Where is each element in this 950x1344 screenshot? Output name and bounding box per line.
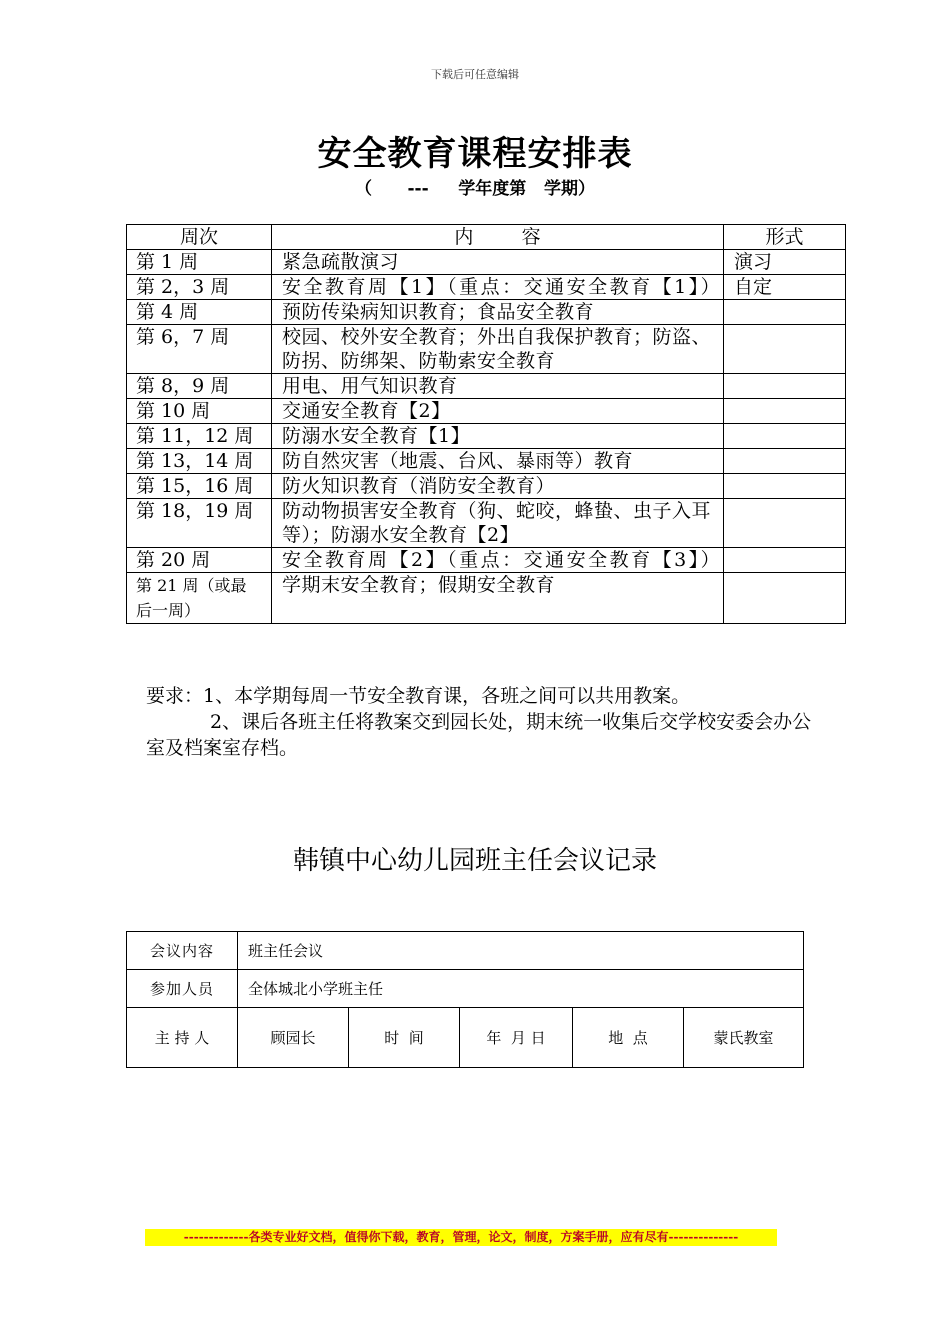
week-cell: 第 1 周 — [127, 250, 272, 275]
form-cell — [724, 300, 846, 325]
content-cell: 预防传染病知识教育；食品安全教育 — [272, 300, 724, 325]
table-row — [127, 275, 846, 300]
table-row — [127, 474, 846, 499]
form-cell: 演习 — [724, 250, 846, 275]
form-cell — [724, 573, 846, 624]
form-cell — [724, 424, 846, 449]
content-cell: 防自然灾害（地震、台风、暴雨等）教育 — [272, 449, 724, 474]
week-cell: 第 4 周 — [127, 300, 272, 325]
meeting-attendees-row — [127, 970, 804, 1008]
form-cell — [724, 548, 846, 573]
content-cell: 安全教育周【1】（重点：交通安全教育【1】） — [272, 275, 724, 300]
form-cell: 自定 — [724, 275, 846, 300]
content-cell: 安全教育周【2】（重点：交通安全教育【3】） — [272, 548, 724, 573]
meeting-time-value: 年 月 日 — [460, 1008, 573, 1068]
page-subtitle: （ --- 学年度第 学期） — [354, 179, 596, 199]
meeting-time-label: 时 间 — [349, 1008, 460, 1068]
table-row — [127, 374, 846, 399]
meeting-table — [126, 931, 804, 1068]
requirement-line-1: 要求：1、本学期每周一节安全教育课，各班之间可以共用教案。 — [146, 685, 691, 707]
header-form: 形式 — [724, 225, 846, 250]
form-cell — [724, 325, 846, 374]
meeting-place-label: 地 点 — [573, 1008, 684, 1068]
week-cell: 第 10 周 — [127, 399, 272, 424]
week-cell: 第 15，16 周 — [127, 474, 272, 499]
content-cell: 交通安全教育【2】 — [272, 399, 724, 424]
footer-banner: -------------各类专业好文档，值得你下载，教育，管理，论文，制度，方案手册，应有尽有-------------- — [145, 1229, 777, 1246]
week-cell: 第 21 周（或最后一周） — [127, 573, 272, 624]
meeting-detail-row — [127, 1008, 804, 1068]
header-content: 内 容 — [272, 225, 724, 250]
content-cell: 防火知识教育（消防安全教育） — [272, 474, 724, 499]
week-cell: 第 20 周 — [127, 548, 272, 573]
week-cell: 第 13，14 周 — [127, 449, 272, 474]
form-cell — [724, 449, 846, 474]
table-row — [127, 424, 846, 449]
week-cell: 第 8，9 周 — [127, 374, 272, 399]
meeting-title: 韩镇中心幼儿园班主任会议记录 — [292, 846, 657, 876]
content-cell: 紧急疏散演习 — [272, 250, 724, 275]
week-cell: 第 11，12 周 — [127, 424, 272, 449]
table-row — [127, 573, 846, 624]
meeting-host-value: 顾园长 — [238, 1008, 349, 1068]
table-row — [127, 399, 846, 424]
table-row — [127, 300, 846, 325]
meeting-content-row — [127, 932, 804, 970]
content-cell: 学期末安全教育；假期安全教育 — [272, 573, 724, 624]
content-cell: 校园、校外安全教育；外出自我保护教育；防盗、防拐、防绑架、防勒索安全教育 — [272, 325, 724, 374]
form-cell — [724, 374, 846, 399]
table-row — [127, 499, 846, 548]
meeting-place-value: 蒙氏教室 — [684, 1008, 804, 1068]
week-cell: 第 6，7 周 — [127, 325, 272, 374]
meeting-content-label: 会议内容 — [127, 932, 238, 970]
meeting-attendees-value: 全体城北小学班主任 — [238, 970, 804, 1008]
requirements — [146, 683, 826, 761]
table-row — [127, 250, 846, 275]
table-row — [127, 449, 846, 474]
meeting-host-label: 主 持 人 — [127, 1008, 238, 1068]
week-cell: 第 18，19 周 — [127, 499, 272, 548]
header-note: 下载后可任意编辑 — [431, 68, 519, 81]
schedule-table — [126, 224, 846, 624]
table-row — [127, 548, 846, 573]
meeting-attendees-label: 参加人员 — [127, 970, 238, 1008]
week-cell: 第 2，3 周 — [127, 275, 272, 300]
table-row — [127, 325, 846, 374]
content-cell: 用电、用气知识教育 — [272, 374, 724, 399]
meeting-content-value: 班主任会议 — [238, 932, 804, 970]
form-cell — [724, 474, 846, 499]
content-cell: 防动物损害安全教育（狗、蛇咬，蜂蛰、虫子入耳等）；防溺水安全教育【2】 — [272, 499, 724, 548]
content-cell: 防溺水安全教育【1】 — [272, 424, 724, 449]
header-week: 周次 — [127, 225, 272, 250]
requirement-line-2: 2、课后各班主任将教案交到园长处，期末统一收集后交学校安委会办公室及档案室存档。 — [146, 711, 812, 759]
form-cell — [724, 499, 846, 548]
page-title: 安全教育课程安排表 — [317, 134, 633, 174]
form-cell — [724, 399, 846, 424]
schedule-header-row — [127, 225, 846, 250]
